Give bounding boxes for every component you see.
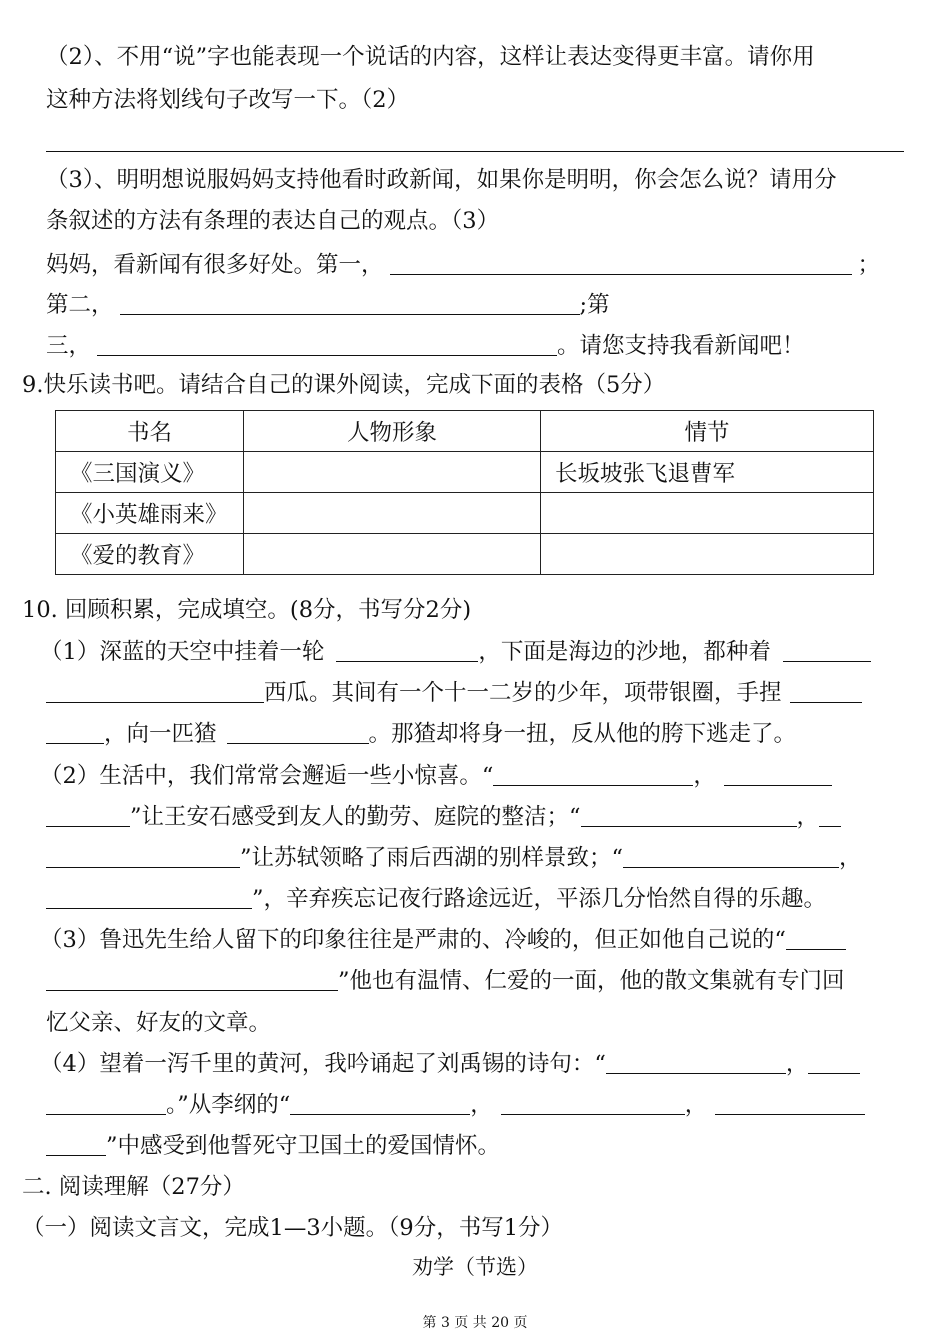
reading-table	[55, 410, 874, 575]
q10-p3-line3: 忆父亲、好友的文章。	[46, 1010, 272, 1036]
q8-third-suffix: 。请您支持我看新闻吧！	[557, 333, 805, 359]
weapon-blank-start[interactable]	[790, 680, 862, 703]
luxun-blank-end[interactable]	[46, 968, 338, 991]
li-blank-2[interactable]	[501, 1092, 685, 1115]
liu-blank-2-start[interactable]	[808, 1051, 860, 1074]
q8-answer-line[interactable]	[46, 151, 904, 152]
moon-blank[interactable]	[336, 639, 478, 662]
q10-p4-text-b: 。”从李纲的“	[166, 1092, 291, 1118]
melon-blank-start[interactable]	[783, 639, 871, 662]
stab-blank[interactable]	[227, 721, 369, 744]
su-blank-1[interactable]	[581, 804, 797, 827]
q10-p2-text-b: ”让王安石感受到友人的勤劳、庭院的整洁；“	[130, 804, 581, 830]
q8-second-blank[interactable]	[120, 292, 580, 315]
q10-p4-comma-2: ，	[470, 1092, 493, 1118]
q10-p4-line3	[46, 1131, 500, 1161]
xin-blank-2[interactable]	[46, 886, 252, 909]
li-blank-1[interactable]	[290, 1092, 470, 1115]
su-blank-2-end[interactable]	[46, 845, 240, 868]
book-cell: 《爱的教育》	[56, 534, 244, 575]
section2-sub1: （一）阅读文言文，完成1—3小题。（9分，书写1分）	[22, 1215, 564, 1241]
q10-p1-text-e: 。那猹却将身一扭，反从他的胯下逃走了。	[368, 721, 797, 747]
table-row	[56, 534, 874, 575]
q10-p2-comma-3: ，	[839, 845, 862, 871]
book-cell: 《三国演义》	[56, 452, 244, 493]
table-header-row	[56, 411, 874, 452]
q8-second-point	[46, 290, 610, 320]
q10-p1-text-a: （1）深蓝的天空中挂着一轮	[40, 639, 325, 665]
header-character: 人物形象	[244, 411, 541, 452]
header-book: 书名	[56, 411, 244, 452]
q10-p4-text-a: （4）望着一泻千里的黄河，我吟诵起了刘禹锡的诗句：“	[40, 1051, 606, 1077]
q10-title: 10. 回顾积累，完成填空。(8分，书写分2分)	[22, 597, 472, 623]
q8-part2-line1: （2）、不用“说”字也能表现一个说话的内容，这样让表达变得更丰富。请你用	[46, 44, 815, 70]
q8-third-prefix: 三，	[46, 333, 92, 359]
liu-blank-2-end[interactable]	[46, 1092, 166, 1115]
q10-p4-comma-3: ，	[684, 1092, 708, 1118]
q10-p2-text-c: ”让苏轼领略了雨后西湖的别样景致；“	[240, 845, 624, 871]
q10-p1-line2	[46, 678, 862, 708]
q10-p2-comma: ，	[693, 763, 716, 789]
q8-second-prefix: 第二，	[46, 292, 114, 318]
q10-p3-line2	[46, 966, 845, 996]
plot-cell: 长坂坡张飞退曹军	[541, 452, 874, 493]
q8-part3-line1: （3）、明明想说服妈妈支持他看时政新闻，如果你是明明，你会怎么说？请用分	[46, 167, 837, 193]
character-cell[interactable]	[244, 493, 541, 534]
character-cell[interactable]	[244, 452, 541, 493]
q10-p3-text-b: ”他也有温情、仁爱的一面，他的散文集就有专门回	[338, 968, 845, 994]
q9-title: 9.快乐读书吧。请结合自己的课外阅读，完成下面的表格（5分）	[22, 372, 666, 398]
character-cell[interactable]	[244, 534, 541, 575]
q10-p3-line1	[40, 925, 846, 955]
melon-blank-end[interactable]	[46, 680, 264, 703]
q10-p4-line2	[46, 1090, 865, 1120]
q10-p2-text-a: （2）生活中，我们常常会邂逅一些小惊喜。“	[40, 763, 494, 789]
li-blank-3-end[interactable]	[46, 1133, 106, 1156]
q10-p2-line4	[46, 884, 826, 914]
table-row	[56, 493, 874, 534]
q8-part3-line2: 条叙述的方法有条理的表达自己的观点。（3）	[46, 208, 500, 234]
section2-title: 二. 阅读理解（27分）	[22, 1174, 245, 1200]
q10-p2-line1	[40, 761, 832, 791]
passage-title: 劝学（节选）	[412, 1255, 538, 1279]
q8-first-suffix: ；	[857, 252, 881, 278]
q8-first-prefix: 妈妈，看新闻有很多好处。第一，	[46, 252, 384, 278]
q8-part2-line2: 这种方法将划线句子改写一下。（2）	[46, 87, 410, 113]
q10-p1-text-c: 西瓜。其间有一个十一二岁的少年，项带银圈，手捏	[264, 680, 782, 706]
page-number: 第 3 页 共 20 页	[422, 1315, 528, 1331]
plot-cell[interactable]	[541, 534, 874, 575]
q8-first-point	[46, 250, 880, 280]
wang-blank-1[interactable]	[493, 763, 693, 786]
q10-p4-comma: ，	[785, 1051, 809, 1077]
q10-p1-line1	[40, 637, 871, 667]
q8-first-blank[interactable]	[390, 252, 852, 275]
q8-third-point	[46, 331, 805, 361]
book-cell: 《小英雄雨来》	[56, 493, 244, 534]
q10-p2-line2	[46, 802, 841, 832]
liu-blank-1[interactable]	[606, 1051, 786, 1074]
weapon-blank-end[interactable]	[46, 721, 104, 744]
xin-blank-1[interactable]	[623, 845, 839, 868]
table-row	[56, 452, 874, 493]
q10-p1-line3	[46, 719, 796, 749]
q8-second-suffix: ;第	[579, 292, 610, 318]
q10-p1-text-b: ，下面是海边的沙地，都种着	[478, 639, 771, 665]
q10-p1-text-d: ，向一匹猹	[104, 721, 217, 747]
header-plot: 情节	[541, 411, 874, 452]
li-blank-3-start[interactable]	[715, 1092, 865, 1115]
wang-blank-2-end[interactable]	[46, 804, 130, 827]
wang-blank-2-start[interactable]	[724, 763, 832, 786]
q10-p2-comma-2: ，	[796, 804, 820, 830]
q10-p4-line1	[40, 1049, 860, 1079]
q10-p2-line3	[46, 843, 862, 873]
q10-p3-text-a: （3）鲁迅先生给人留下的印象往往是严肃的、冷峻的，但正如他自己说的“	[40, 927, 786, 953]
q8-third-blank[interactable]	[97, 333, 557, 356]
su-blank-2-start[interactable]	[819, 804, 841, 827]
luxun-blank-start[interactable]	[786, 927, 846, 950]
plot-cell[interactable]	[541, 493, 874, 534]
q10-p4-text-c: ”中感受到他誓死守卫国土的爱国情怀。	[106, 1133, 501, 1159]
q10-p2-text-d: ”，辛弃疾忘记夜行路途远近，平添几分怡然自得的乐趣。	[252, 886, 827, 912]
